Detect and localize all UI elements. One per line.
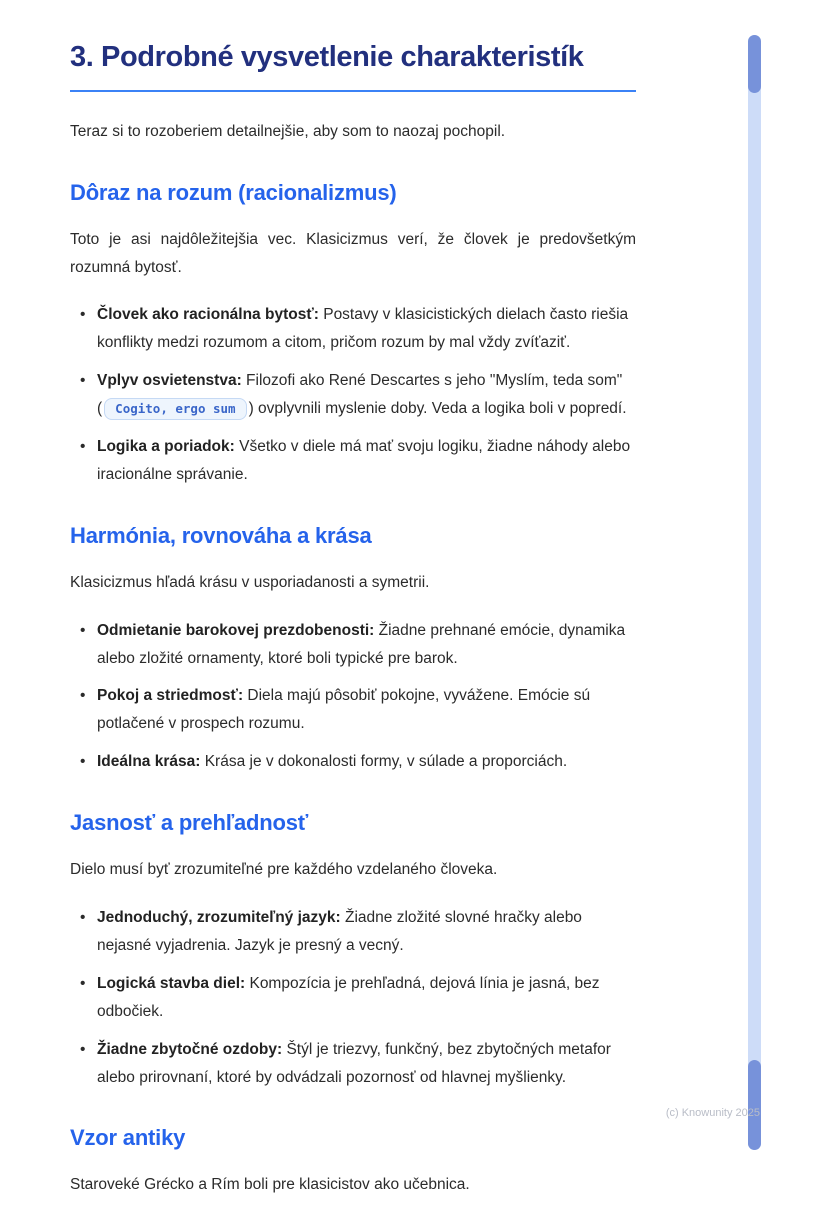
scrollbar-bottom-cap bbox=[748, 1060, 761, 1150]
section-paragraph: Dielo musí byť zrozumiteľné pre každého vzdelaného človeka. bbox=[70, 861, 498, 879]
bullet-text: Postavy v klasicistických dielach často riešia konflikty medzi rozumom a citom, pričom rozum by mal vždy zvíťaziť. bbox=[97, 306, 629, 352]
list-item bbox=[80, 904, 636, 960]
section-paragraph: Staroveké Grécko a Rím boli pre klasicistov ako učebnica. bbox=[70, 1176, 470, 1194]
bullet-lead: Logika a poriadok: bbox=[97, 438, 235, 456]
bullet-text: Filozofi ako René Descartes s jeho "Myslím, teda som" ( bbox=[97, 372, 623, 418]
list-item bbox=[80, 301, 636, 357]
bullet-lead: Vplyv osvietenstva: bbox=[97, 372, 242, 390]
section-heading: Jasnosť a prehľadnosť bbox=[70, 810, 309, 836]
list-item bbox=[80, 1036, 636, 1092]
section-harmony bbox=[70, 523, 636, 776]
bullet-text: Krása je v dokonalosti formy, v súlade a proporciách. bbox=[200, 753, 568, 771]
scrollbar-thumb[interactable] bbox=[748, 35, 761, 93]
intro-paragraph: Teraz si to rozoberiem detailnejšie, aby som to naozaj pochopil. bbox=[70, 122, 506, 140]
title-divider bbox=[70, 90, 636, 92]
list-item bbox=[80, 367, 636, 423]
bullet-lead: Ideálna krása: bbox=[97, 753, 201, 771]
bullet-text: Žiadne prehnané emócie, dynamika alebo zložité ornamenty, ktoré boli typické pre barok. bbox=[97, 621, 626, 667]
page-title: 3. Podrobné vysvetlenie charakteristík bbox=[70, 41, 584, 73]
footer-copyright: (c) Knowunity 2025 bbox=[665, 1107, 760, 1119]
bullet-lead: Logická stavba diel: bbox=[97, 974, 246, 992]
bullet-text: Všetko v diele má mať svoju logiku, žiadne náhody alebo iracionálne správanie. bbox=[97, 438, 631, 483]
list-item bbox=[80, 682, 636, 738]
section-heading: Vzor antiky bbox=[70, 1125, 186, 1151]
section-heading: Harmónia, rovnováha a krása bbox=[70, 522, 372, 548]
document-content bbox=[70, 40, 636, 1219]
list-item bbox=[80, 617, 636, 673]
bullet-list bbox=[70, 301, 636, 488]
bullet-text: Diela majú pôsobiť pokojne, vyvážene. Emócie sú potlačené v prospech rozumu. bbox=[97, 687, 591, 733]
section-rationalism bbox=[70, 180, 636, 489]
list-item bbox=[80, 433, 636, 489]
list-item bbox=[80, 970, 636, 1026]
bullet-list bbox=[70, 617, 636, 776]
inline-code-chip: Cogito, ergo sum bbox=[104, 398, 246, 420]
bullet-list bbox=[70, 904, 636, 1091]
section-clarity bbox=[70, 810, 636, 1091]
bullet-lead: Žiadne zbytočné ozdoby: bbox=[97, 1040, 283, 1058]
bullet-text: Štýl je triezvy, funkčný, bez zbytočných metafor alebo prirovnaní, ktoré by odvádzali pozornosť od hlavnej myšlienky. bbox=[97, 1040, 611, 1086]
bullet-text: ) ovplyvnili myslenie doby. Veda a logika boli v popredí. bbox=[248, 400, 627, 418]
bullet-lead: Pokoj a striedmosť: bbox=[97, 687, 244, 705]
bullet-lead: Odmietanie barokovej prezdobenosti: bbox=[97, 621, 375, 639]
bullet-text: Žiadne zložité slovné hračky alebo nejasné vyjadrenia. Jazyk je presný a vecný. bbox=[97, 909, 582, 954]
bullet-lead: Jednoduchý, zrozumiteľný jazyk: bbox=[97, 909, 341, 927]
section-paragraph: Klasicizmus hľadá krásu v usporiadanosti a symetrii. bbox=[70, 573, 430, 591]
bullet-lead: Človek ako racionálna bytosť: bbox=[97, 306, 319, 324]
section-heading: Dôraz na rozum (racionalizmus) bbox=[70, 179, 397, 205]
section-antiquity bbox=[70, 1125, 636, 1199]
bullet-text: Kompozícia je prehľadná, dejová línia je jasná, bez odbočiek. bbox=[97, 974, 600, 1020]
scrollbar-track[interactable] bbox=[748, 35, 761, 1150]
list-item bbox=[80, 748, 636, 776]
section-paragraph: Toto je asi najdôležitejšia vec. Klasicizmus verí, že človek je predovšetkým rozumná bytosť. bbox=[70, 230, 636, 276]
